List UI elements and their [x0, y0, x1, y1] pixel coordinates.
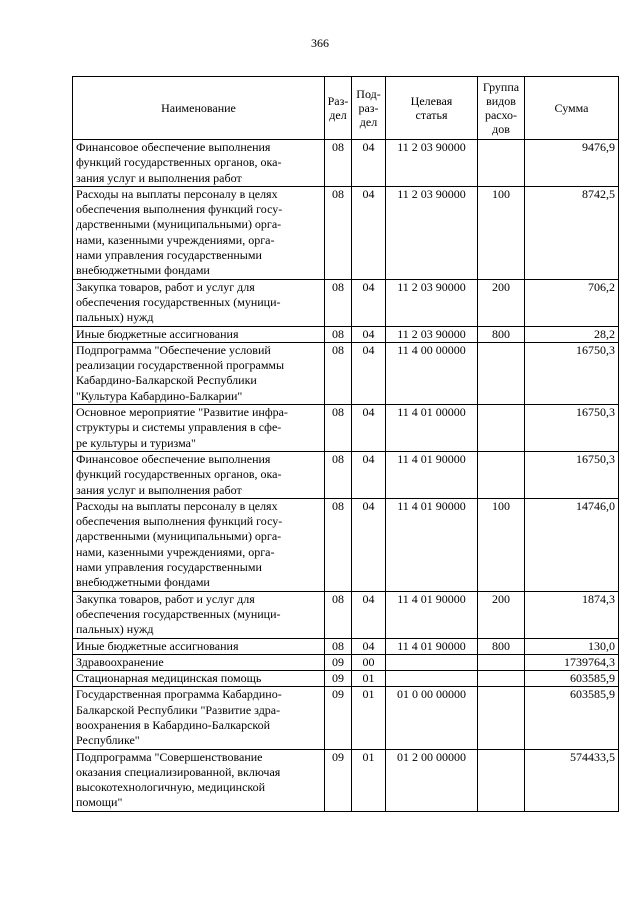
table-row	[73, 342, 619, 404]
header-group: Группа видов расхо- дов	[478, 77, 525, 140]
cell-article: 11 2 03 90000	[386, 279, 478, 326]
cell-group: 200	[478, 591, 525, 638]
table-row	[73, 591, 619, 638]
cell-subsection: 01	[352, 671, 386, 687]
table-row	[73, 671, 619, 687]
cell-sum: 16750,3	[525, 342, 619, 404]
cell-section: 09	[325, 749, 352, 811]
table-row	[73, 140, 619, 187]
cell-group	[478, 654, 525, 670]
cell-sum: 16750,3	[525, 451, 619, 498]
cell-article: 11 4 00 00000	[386, 342, 478, 404]
cell-section: 08	[325, 591, 352, 638]
cell-group	[478, 140, 525, 187]
cell-name: Иные бюджетные ассигнования	[73, 326, 325, 342]
cell-group: 200	[478, 279, 525, 326]
cell-sum: 14746,0	[525, 498, 619, 591]
cell-group	[478, 405, 525, 452]
cell-name: Закупка товаров, работ и услуг для обеспечения государственных (муници- пальных) нужд	[73, 279, 325, 326]
cell-article: 11 4 01 90000	[386, 451, 478, 498]
cell-section: 08	[325, 140, 352, 187]
cell-sum: 16750,3	[525, 405, 619, 452]
header-row	[73, 77, 619, 140]
cell-section: 08	[325, 498, 352, 591]
budget-table	[72, 76, 619, 812]
table-row	[73, 186, 619, 279]
cell-section: 08	[325, 451, 352, 498]
cell-sum: 706,2	[525, 279, 619, 326]
cell-article	[386, 654, 478, 670]
cell-name: Закупка товаров, работ и услуг для обеспечения государственных (муници- пальных) нужд	[73, 591, 325, 638]
header-name: Наименование	[73, 77, 325, 140]
table-row	[73, 405, 619, 452]
cell-name: Подпрограмма "Обеспечение условий реализации государственной программы Кабардино-Балкарской Республики "Культура Кабардино-Балкарии"	[73, 342, 325, 404]
cell-section: 08	[325, 279, 352, 326]
cell-sum: 8742,5	[525, 186, 619, 279]
header-subsection: Под- раз- дел	[352, 77, 386, 140]
cell-subsection: 04	[352, 326, 386, 342]
cell-subsection: 04	[352, 591, 386, 638]
header-article: Целевая статья	[386, 77, 478, 140]
cell-group: 100	[478, 498, 525, 591]
cell-section: 09	[325, 671, 352, 687]
cell-subsection: 04	[352, 279, 386, 326]
cell-group	[478, 451, 525, 498]
cell-subsection: 04	[352, 638, 386, 654]
cell-article: 01 0 00 00000	[386, 687, 478, 749]
cell-article: 11 4 01 90000	[386, 638, 478, 654]
cell-group	[478, 342, 525, 404]
cell-article: 11 2 03 90000	[386, 326, 478, 342]
cell-name: Государственная программа Кабардино- Балкарской Республики "Развитие здра- воохранения в Кабардино-Балкарской Республике"	[73, 687, 325, 749]
cell-name: Подпрограмма "Совершенствование оказания специализированной, включая высокотехнологичную, медицинской помощи"	[73, 749, 325, 811]
cell-sum: 9476,9	[525, 140, 619, 187]
cell-article: 11 4 01 90000	[386, 498, 478, 591]
table-row	[73, 326, 619, 342]
cell-name: Финансовое обеспечение выполнения функций государственных органов, ока- зания услуг и выполнения работ	[73, 451, 325, 498]
cell-section: 09	[325, 687, 352, 749]
header-section: Раз- дел	[325, 77, 352, 140]
table-row	[73, 687, 619, 749]
cell-name: Здравоохранение	[73, 654, 325, 670]
cell-article: 11 4 01 90000	[386, 591, 478, 638]
cell-article: 11 2 03 90000	[386, 186, 478, 279]
cell-group: 800	[478, 638, 525, 654]
cell-group	[478, 687, 525, 749]
cell-subsection: 01	[352, 749, 386, 811]
cell-subsection: 00	[352, 654, 386, 670]
cell-name: Основное мероприятие "Развитие инфра- структуры и системы управления в сфе- ре культуры и туризма"	[73, 405, 325, 452]
cell-name: Расходы на выплаты персоналу в целях обеспечения выполнения функций госу- дарственными (муниципальными) орга- нами, казенными учреждениями, орга- нами управления государственными внебюджетными фондами	[73, 186, 325, 279]
table-row	[73, 451, 619, 498]
table-row	[73, 279, 619, 326]
table-row	[73, 749, 619, 811]
cell-subsection: 04	[352, 451, 386, 498]
cell-name: Иные бюджетные ассигнования	[73, 638, 325, 654]
cell-section: 08	[325, 326, 352, 342]
cell-group: 100	[478, 186, 525, 279]
cell-name: Расходы на выплаты персоналу в целях обеспечения выполнения функций госу- дарственными (муниципальными) орга- нами, казенными учреждениями, орга- нами управления государственными внебюджетными фондами	[73, 498, 325, 591]
cell-subsection: 04	[352, 498, 386, 591]
cell-subsection: 04	[352, 186, 386, 279]
cell-article: 01 2 00 00000	[386, 749, 478, 811]
cell-subsection: 01	[352, 687, 386, 749]
cell-section: 08	[325, 405, 352, 452]
cell-section: 08	[325, 186, 352, 279]
cell-sum: 574433,5	[525, 749, 619, 811]
page-number: 366	[311, 36, 329, 50]
table-row	[73, 498, 619, 591]
cell-subsection: 04	[352, 342, 386, 404]
cell-article: 11 2 03 90000	[386, 140, 478, 187]
cell-sum: 1739764,3	[525, 654, 619, 670]
cell-article: 11 4 01 00000	[386, 405, 478, 452]
cell-sum: 28,2	[525, 326, 619, 342]
header-sum: Сумма	[525, 77, 619, 140]
cell-name: Стационарная медицинская помощь	[73, 671, 325, 687]
cell-name: Финансовое обеспечение выполнения функций государственных органов, ока- зания услуг и выполнения работ	[73, 140, 325, 187]
table-row	[73, 638, 619, 654]
cell-sum: 603585,9	[525, 671, 619, 687]
cell-group: 800	[478, 326, 525, 342]
cell-group	[478, 671, 525, 687]
cell-section: 08	[325, 638, 352, 654]
cell-group	[478, 749, 525, 811]
cell-subsection: 04	[352, 140, 386, 187]
cell-subsection: 04	[352, 405, 386, 452]
cell-section: 09	[325, 654, 352, 670]
cell-sum: 603585,9	[525, 687, 619, 749]
table-row	[73, 654, 619, 670]
cell-sum: 130,0	[525, 638, 619, 654]
cell-section: 08	[325, 342, 352, 404]
cell-sum: 1874,3	[525, 591, 619, 638]
cell-article	[386, 671, 478, 687]
